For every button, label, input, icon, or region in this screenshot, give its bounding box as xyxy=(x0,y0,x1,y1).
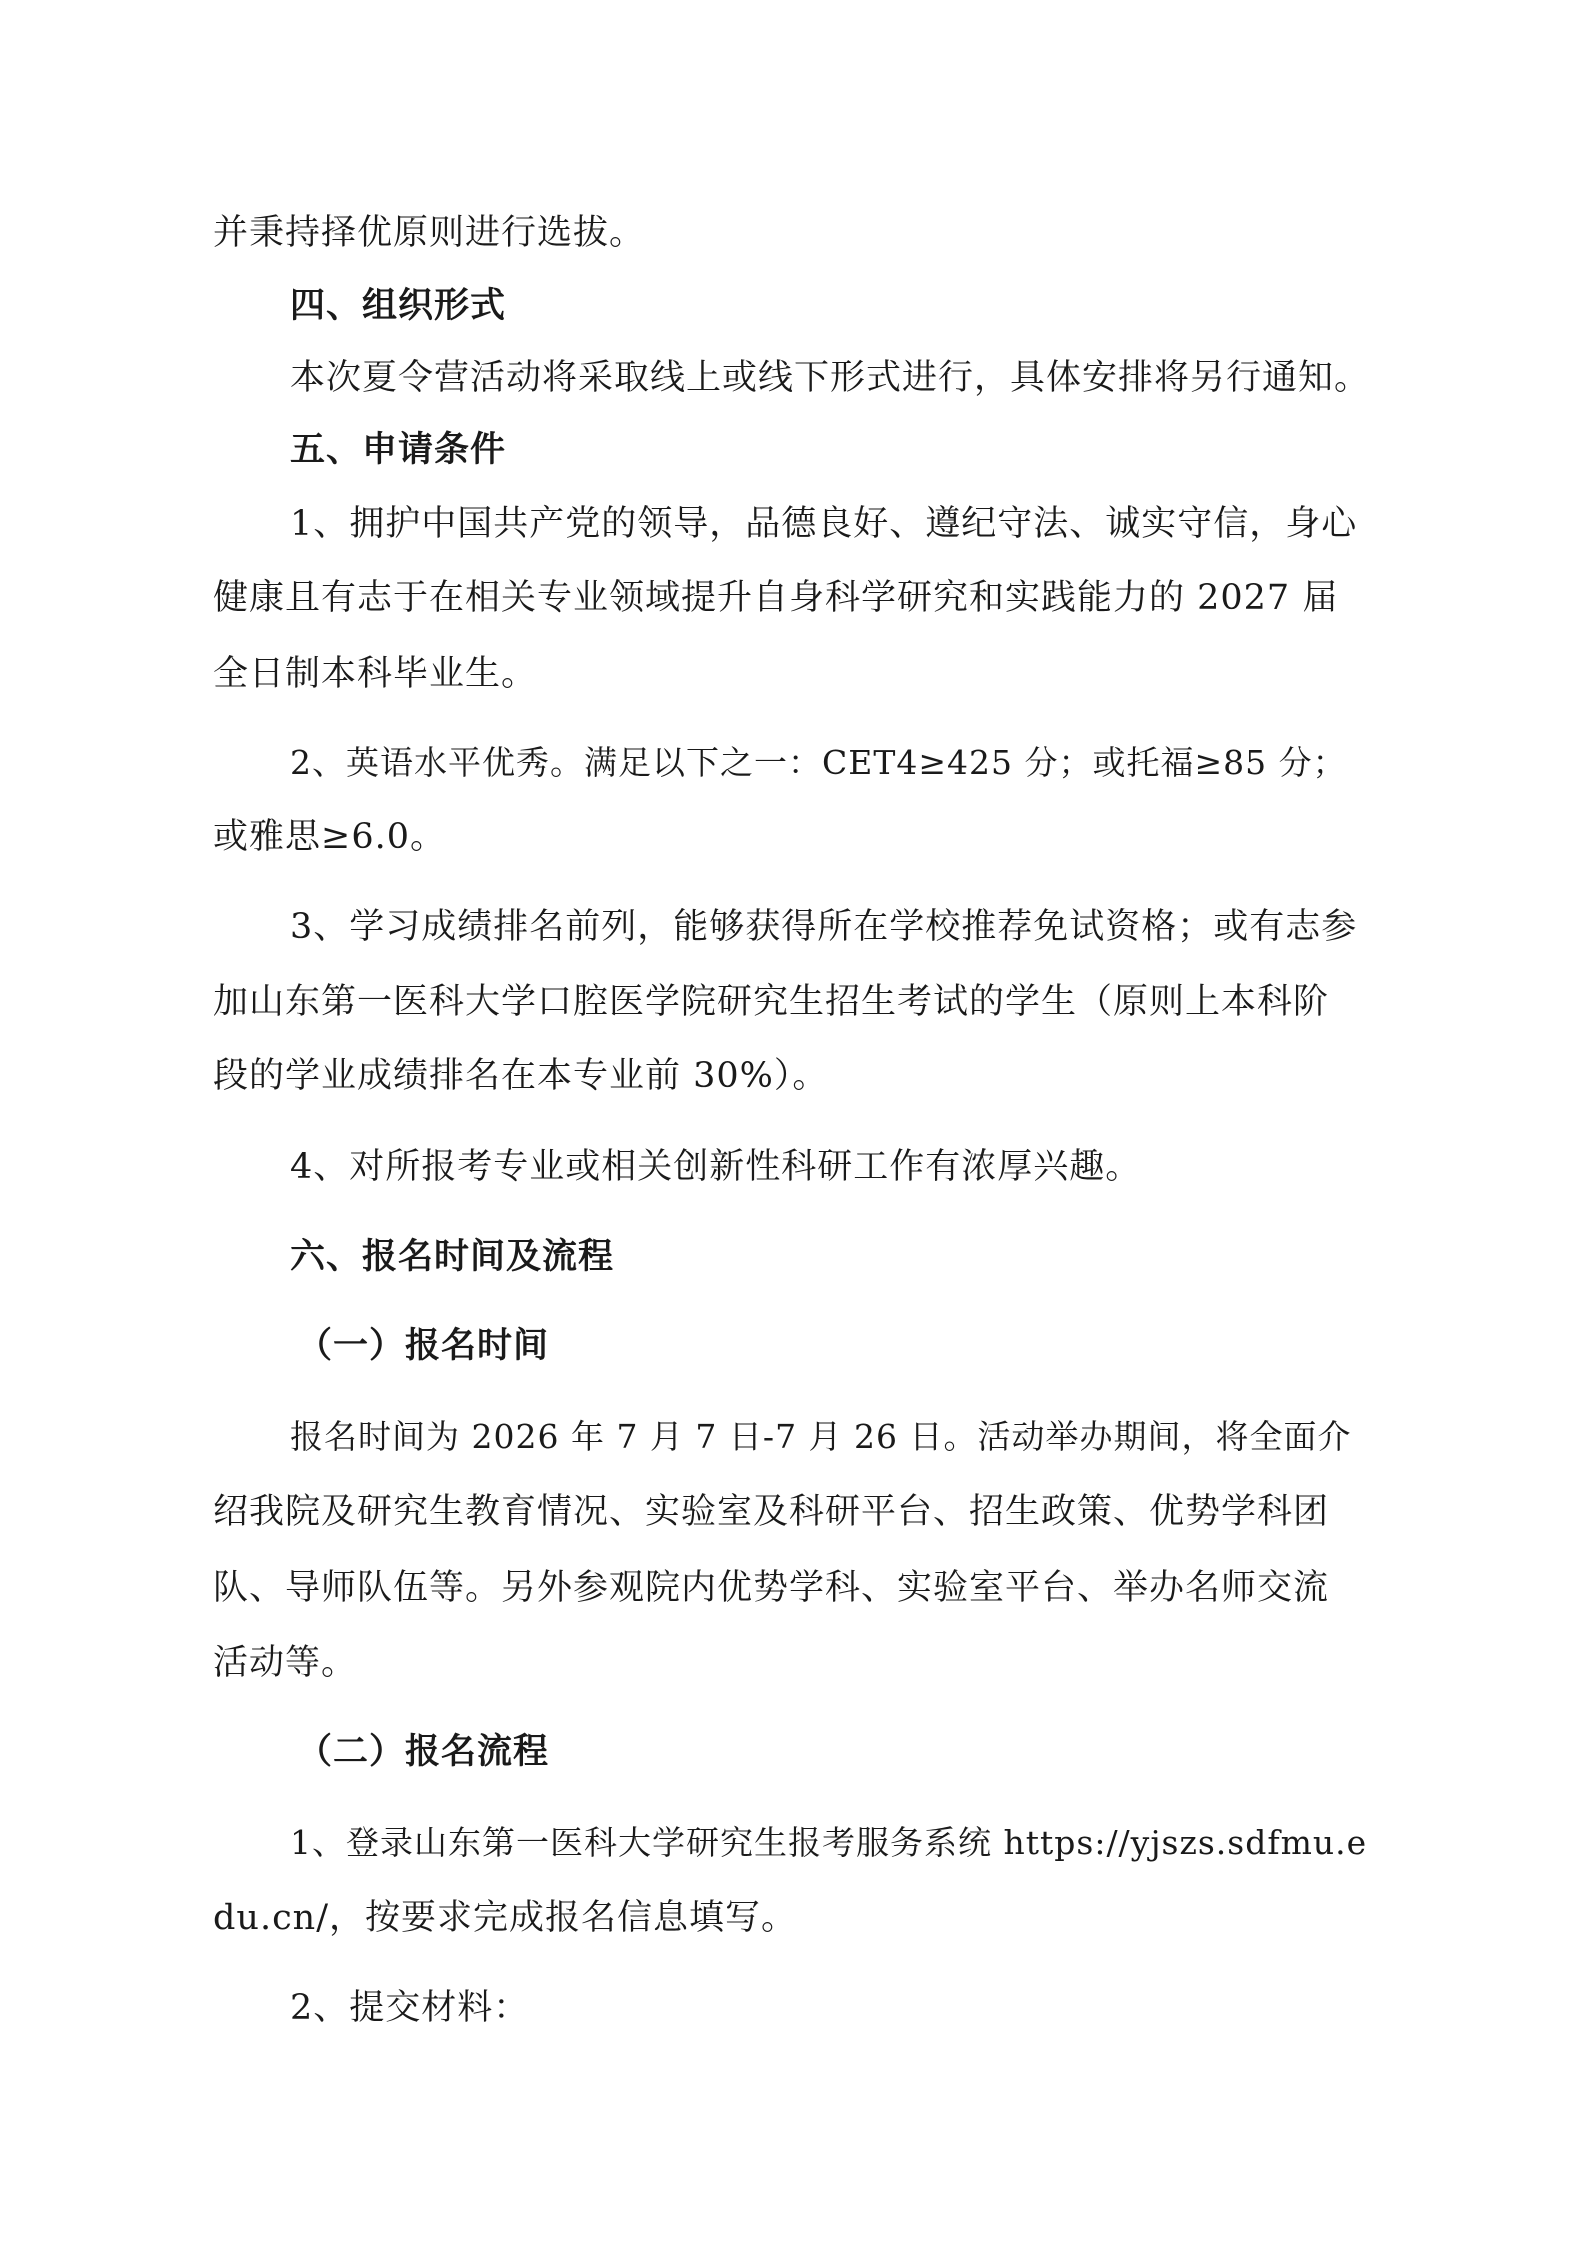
list-item-line: 1、登录山东第一医科大学研究生报考服务系统 https://yjszs.sdfmu.e xyxy=(290,1823,1368,1862)
paragraph-line: 绍我院及研究生教育情况、实验室及科研平台、招生政策、优势学科团 xyxy=(213,1492,1330,1532)
list-item-line: 4、对所报考专业或相关创新性科研工作有浓厚兴趣。 xyxy=(290,1147,1142,1187)
list-item-line: 1、拥护中国共产党的领导，品德良好、遵纪守法、诚实守信，身心 xyxy=(290,504,1358,544)
section-heading-requirements: 五、申请条件 xyxy=(290,429,507,470)
paragraph-line: 本次夏令营活动将采取线上或线下形式进行，具体安排将另行通知。 xyxy=(290,358,1371,398)
paragraph-line: 队、导师队伍等。另外参观院内优势学科、实验室平台、举办名师交流 xyxy=(213,1568,1330,1608)
list-item-line: 3、学习成绩排名前列，能够获得所在学校推荐免试资格；或有志参 xyxy=(290,907,1358,947)
list-item-line: 2、提交材料： xyxy=(290,1988,530,2028)
section-heading-organization: 四、组织形式 xyxy=(290,285,507,326)
list-item-line: 健康且有志于在相关专业领域提升自身科学研究和实践能力的 2027 届 xyxy=(213,578,1339,618)
list-item-line: du.cn/，按要求完成报名信息填写。 xyxy=(213,1898,798,1938)
paragraph-line: 活动等。 xyxy=(213,1643,358,1683)
subsection-heading-time: （一）报名时间 xyxy=(297,1325,550,1366)
paragraph-line: 报名时间为 2026 年 7 月 7 日-7 月 26 日。活动举办期间，将全面介 xyxy=(290,1417,1352,1456)
paragraph-line: 并秉持择优原则进行选拔。 xyxy=(213,213,646,253)
section-heading-registration: 六、报名时间及流程 xyxy=(290,1236,615,1277)
list-item-line: 全日制本科毕业生。 xyxy=(213,654,538,694)
list-item-line: 或雅思≥6.0。 xyxy=(213,817,446,857)
list-item-line: 段的学业成绩排名在本专业前 30%）。 xyxy=(213,1056,829,1096)
subsection-heading-process: （二）报名流程 xyxy=(297,1731,550,1772)
list-item-line: 2、英语水平优秀。满足以下之一：CET4≥425 分；或托福≥85 分； xyxy=(290,743,1347,782)
list-item-line: 加山东第一医科大学口腔医学院研究生招生考试的学生（原则上本科阶 xyxy=(213,982,1330,1022)
